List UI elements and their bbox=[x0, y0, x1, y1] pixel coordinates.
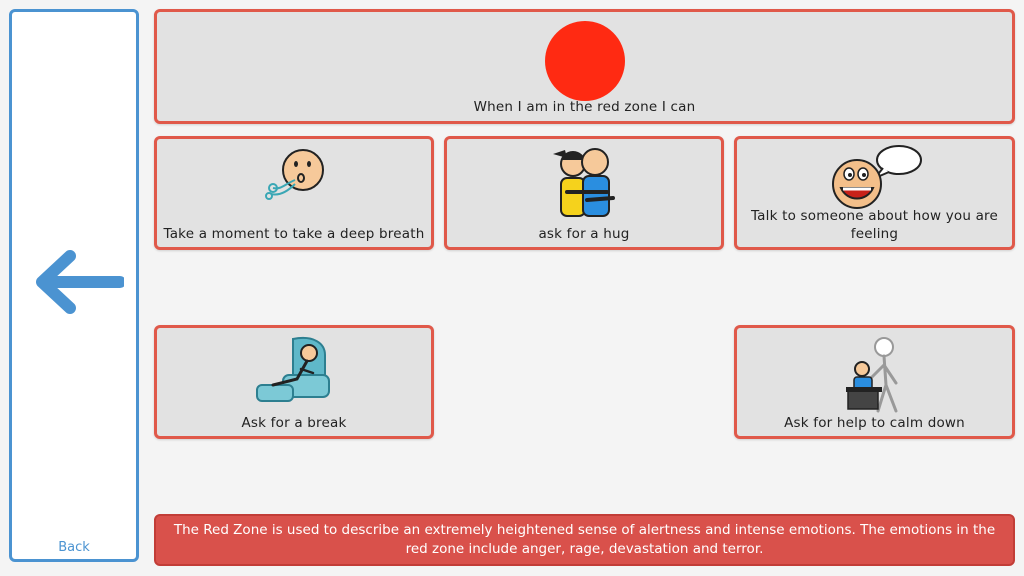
hug-label: ask for a hug bbox=[538, 226, 630, 242]
hug-icon bbox=[547, 144, 621, 220]
help-calm-tile[interactable] bbox=[734, 325, 1015, 439]
talk-tile[interactable] bbox=[734, 136, 1015, 250]
back-label: Back bbox=[58, 540, 90, 555]
break-label: Ask for a break bbox=[241, 415, 347, 431]
help-calm-label: Ask for help to calm down bbox=[784, 415, 965, 431]
back-button[interactable] bbox=[9, 9, 139, 562]
helper-person-icon bbox=[840, 333, 910, 413]
info-text: The Red Zone is used to describe an extremely heightened sense of alertness and intense emotions. The emotions in the red zone include anger, rage, devastation and terror. bbox=[173, 522, 996, 557]
red-zone-header-tile[interactable] bbox=[154, 9, 1015, 124]
header-label: When I am in the red zone I can bbox=[473, 99, 696, 115]
break-tile[interactable] bbox=[154, 325, 434, 439]
red-circle-icon bbox=[544, 20, 626, 102]
left-arrow-icon bbox=[30, 246, 124, 318]
armchair-rest-icon bbox=[253, 333, 335, 409]
red-zone-info-bar bbox=[154, 514, 1015, 566]
talking-face-icon bbox=[825, 144, 925, 210]
deep-breath-label: Take a moment to take a deep breath bbox=[163, 226, 425, 242]
deep-breath-tile[interactable] bbox=[154, 136, 434, 250]
hug-tile[interactable] bbox=[444, 136, 724, 250]
deep-breath-icon bbox=[259, 144, 329, 204]
talk-label: Talk to someone about how you are feeling bbox=[750, 208, 999, 242]
